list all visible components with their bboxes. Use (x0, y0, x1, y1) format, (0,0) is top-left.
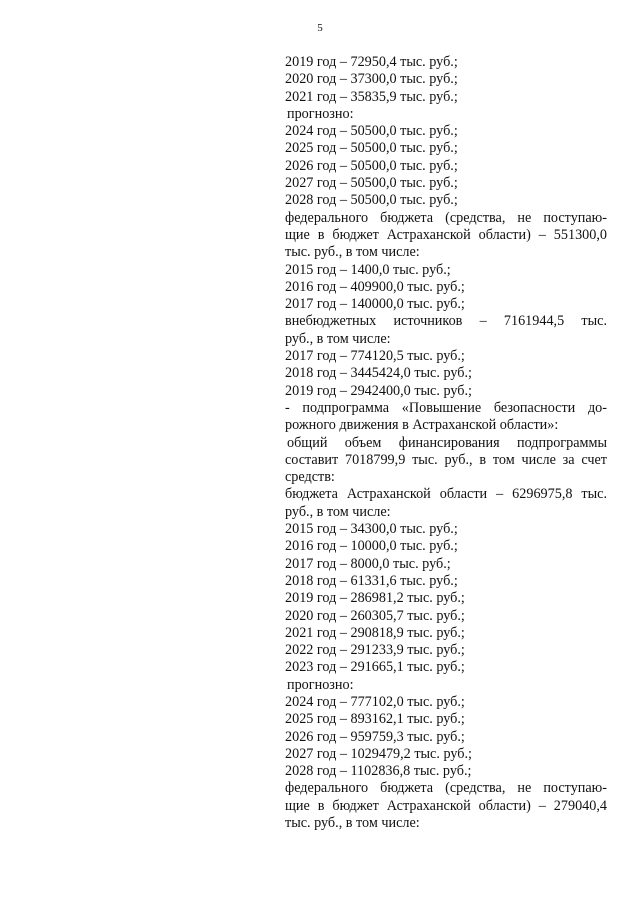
text-line: 2015 год – 34300,0 тыс. руб.; (285, 521, 458, 538)
text-line: щие в бюджет Астраханской области) – 551300,0 (285, 226, 607, 243)
text-line: 2022 год – 291233,9 тыс. руб.; (285, 642, 465, 659)
text-line: 2024 год – 777102,0 тыс. руб.; (285, 693, 465, 710)
text-line: 2024 год – 50500,0 тыс. руб.; (285, 123, 458, 140)
document-text-block (285, 54, 607, 832)
text-line: 2021 год – 35835,9 тыс. руб.; (285, 88, 458, 105)
text-line: 2026 год – 959759,3 тыс. руб.; (285, 728, 465, 745)
text-line: 2016 год – 10000,0 тыс. руб.; (285, 538, 458, 555)
text-line: 2019 год – 286981,2 тыс. руб.; (285, 590, 465, 607)
text-line: средств: (285, 469, 335, 486)
text-line: 2026 год – 50500,0 тыс. руб.; (285, 157, 458, 174)
text-line: - подпрограмма «Повышение безопасности до- (285, 399, 607, 416)
text-line: прогнозно: (287, 676, 354, 693)
text-line: руб., в том числе: (285, 330, 391, 347)
text-line: общий объем финансирования подпрограммы (287, 434, 607, 451)
page-number: 5 (317, 22, 323, 34)
text-line: 2028 год – 1102836,8 тыс. руб.; (285, 763, 472, 780)
text-line: федерального бюджета (средства, не поступаю- (285, 209, 607, 226)
text-line: рожного движения в Астраханской области»: (285, 417, 559, 434)
text-line: 2019 год – 72950,4 тыс. руб.; (285, 54, 458, 70)
text-line: 2017 год – 140000,0 тыс. руб.; (285, 296, 465, 313)
text-line: 2025 год – 50500,0 тыс. руб.; (285, 140, 458, 157)
text-line: 2027 год – 50500,0 тыс. руб.; (285, 175, 458, 192)
text-line: 2028 год – 50500,0 тыс. руб.; (285, 192, 458, 209)
text-line: составит 7018799,9 тыс. руб., в том числе за счет (285, 451, 607, 468)
text-line: 2018 год – 3445424,0 тыс. руб.; (285, 365, 472, 382)
text-line: 2020 год – 37300,0 тыс. руб.; (285, 71, 458, 88)
text-line: бюджета Астраханской области – 6296975,8 тыс. (285, 486, 607, 503)
text-line: 2021 год – 290818,9 тыс. руб.; (285, 624, 465, 641)
text-line: 2025 год – 893162,1 тыс. руб.; (285, 711, 465, 728)
text-line: 2015 год – 1400,0 тыс. руб.; (285, 261, 451, 278)
text-line: 2017 год – 774120,5 тыс. руб.; (285, 348, 465, 365)
text-line: внебюджетных источников – 7161944,5 тыс. (285, 313, 607, 330)
text-line: 2016 год – 409900,0 тыс. руб.; (285, 278, 465, 295)
text-line: 2019 год – 2942400,0 тыс. руб.; (285, 382, 472, 399)
text-line: щие в бюджет Астраханской области) – 279040,4 (285, 797, 607, 814)
text-line: тыс. руб., в том числе: (285, 815, 420, 832)
text-line: 2018 год – 61331,6 тыс. руб.; (285, 572, 458, 589)
text-line: 2017 год – 8000,0 тыс. руб.; (285, 555, 451, 572)
text-line: 2023 год – 291665,1 тыс. руб.; (285, 659, 465, 676)
text-line: 2020 год – 260305,7 тыс. руб.; (285, 607, 465, 624)
text-line: руб., в том числе: (285, 503, 391, 520)
text-line: 2027 год – 1029479,2 тыс. руб.; (285, 745, 472, 762)
text-line: тыс. руб., в том числе: (285, 244, 420, 261)
text-line: федерального бюджета (средства, не поступаю- (285, 780, 607, 797)
text-line: прогнозно: (287, 105, 354, 122)
